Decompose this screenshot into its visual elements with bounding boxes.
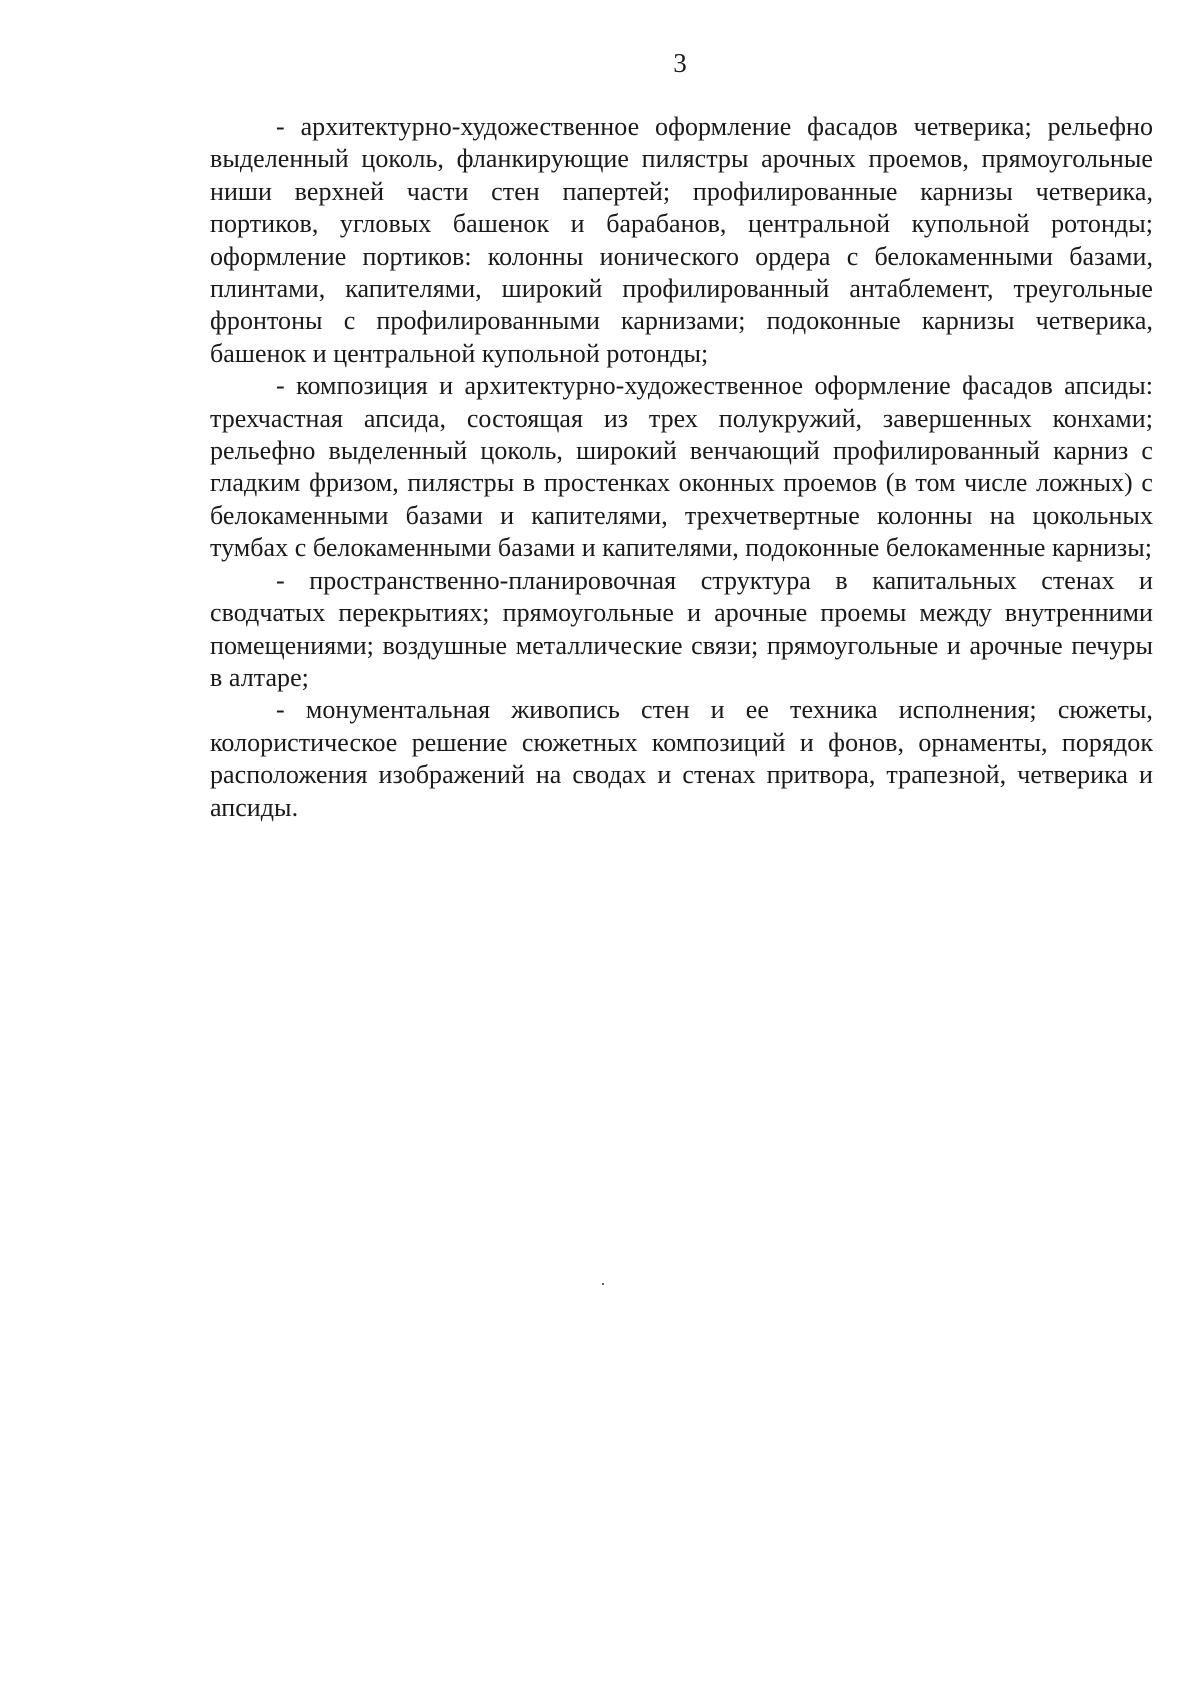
document-body [210,111,1153,824]
paragraph-facade-chetverik: - архитектурно-художественное оформление фасадов четверика; рельефно выделенный цоколь, фланкирующие пилястры арочных проемов, прямоугольные ниши верхней части стен папертей; профилированные карнизы четверика, портиков, угловых башенок и барабанов, центральной купольной ротонды; оформление портиков: колонны ионического ордера с белокаменными базами, плинтами, капителями, широкий профилированный антаблемент, треугольные фронтоны с профилированными карнизами; подоконные карнизы четверика, башенок и центральной купольной ротонды; [210,112,1153,368]
paragraph-spatial-structure: - пространственно-планировочная структура в капитальных стенах и сводчатых перекрытиях; прямоугольные и арочные проемы между внутренними помещениями; воздушные металлические связи; прямоугольные и арочные печуры в алтаре; [210,565,1153,692]
scan-speck [602,1283,604,1285]
page-number: 3 [673,48,687,78]
paragraph-monumental-painting: - монументальная живопись стен и ее техника исполнения; сюжеты, колористическое решение сюжетных композиций и фонов, орнаменты, порядок расположения изображений на сводах и стенах притвора, трапезной, четверика и апсиды. [210,695,1153,822]
paragraph-apse-composition: - композиция и архитектурно-художественное оформление фасадов апсиды: трехчастная апсида, состоящая из трех полукружий, завершенных конхами; рельефно выделенный цоколь, широкий венчающий профилированный карниз с гладким фризом, пилястры в простенках оконных проемов (в том числе ложных) с белокаменными базами и капителями, трехчетвертные колонны на цокольных тумбах с белокаменными базами и капителями, подоконные белокаменные карнизы; [210,371,1153,563]
